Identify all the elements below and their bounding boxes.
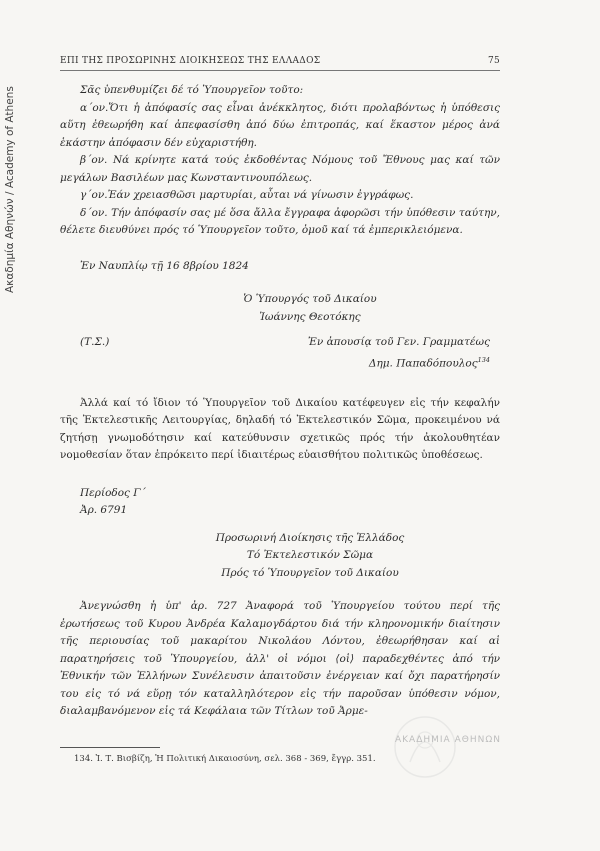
absence-note: Ἐν ἀπουσίᾳ τοῦ Γεν. Γραμματέως (307, 336, 490, 348)
commentary-paragraph: Ἀλλά καί τό ἴδιον τό Ὑπουργεῖον τοῦ Δικαίου κατέφευγεν εἰς τήν κεφαλήν τῆς Ἐκτελεστικῆς Λειτουργίας, δηλαδή τό Ἐκτελεστικόν Σῶμα, προκειμένου νά ζητήσῃ γνωμοδότησιν καί κατεύθυνσιν σχετικῶς πρός τήν ἀκολουθητέαν νομοθεσίαν ὅταν ἐπρόκειτο περί ἰδιαιτέρως εὐαισθήτου πολιτικῶς ὑποθέσεως. (60, 396, 500, 461)
seal-mark: (Τ.Σ.) (80, 336, 110, 348)
doc2-from: Προσωρινή Διοίκησις τῆς Ἑλλάδος (215, 531, 405, 544)
doc2-number: Ἀρ. 6791 (80, 504, 128, 516)
page-body (60, 82, 500, 721)
header-title: ΕΠΙ ΤΗΣ ΠΡΟΣΩΡΙΝΗΣ ΔΙΟΙΚΗΣΕΩΣ ΤΗΣ ΕΛΛΑΔΟΣ (60, 56, 321, 66)
watermark-text: ΑΚΑΔΗΜΙΑ ΑΘΗΝΩΝ (395, 735, 501, 745)
letter-line: γ΄ον.Ἐάν χρειασθῶσι μαρτυρίαι, αὗται νά γίνωσιν ἐγγράφως. (80, 189, 414, 201)
secretary-line (60, 352, 500, 373)
side-label: Ακαδημία Αθηνών / Academy of Athens (4, 86, 16, 294)
letter-date: Ἐν Ναυπλίῳ τῇ 16 8βρίου 1824 (80, 259, 249, 272)
letter-line: δ΄ον. Τήν ἀπόφασίν σας μέ ὅσα ἄλλα ἔγγραφα ἀφορῶσι τήν ὑπόθεσιν ταύτην, θέλετε διευθύνει πρός τό Ὑπουργεῖον τοῦτο, ὁμοῦ καί τά ἐμπερικλειόμενα. (60, 206, 500, 236)
document-2 (60, 485, 500, 721)
signature-name: Ἰωάννης Θεοτόκης (259, 310, 361, 323)
footnote: 134. Ἰ. Τ. Βισβίζη, Ἡ Πολιτική Δικαιοσύνη, σελ. 368 - 369, ἔγγρ. 351. (74, 754, 376, 764)
letter-line: Σᾶς ὑπενθυμίζει δέ τό Ὑπουργεῖον τοῦτο: (80, 84, 304, 96)
header-rule (60, 70, 500, 71)
letter-block (60, 82, 500, 373)
page-number: 75 (487, 56, 500, 66)
doc2-to: Πρός τό Ὑπουργεῖον τοῦ Δικαίου (221, 566, 399, 579)
footnote-rule (60, 747, 160, 748)
doc2-text: Ἀνεγνώσθη ἡ ὑπ' ἀρ. 727 Ἀναφορά τοῦ Ὑπουργείου τούτου περί τῆς ἐρωτήσεως τοῦ Κυρου Ἀνδρέα Καλαμογδάρτου διά τήν κληρονομικήν διαίτησιν τῆς περιουσίας τοῦ μακαρίτου Νικολάου Λόντου, ἐθεωρήθησαν καί αἱ παρατηρήσεις τοῦ Ὑπουργείου, ἀλλ' οἱ νόμοι ⟨οἱ⟩ παραδεχθέντες ἀπό τήν Ἐθνικήν τῶν Ἑλλήνων Συνέλευσιν ἀπαιτοῦσιν ἐνέργειαν καί ὄχι παρατήρησίν του εἰς τό νά εὕρῃ τόν καταλληλότερον εἰς τήν παροῦσαν ὑπόθεσιν νόμον, διαλαμβανόμενον εἰς τά Κεφάλαια τῶν Τίτλων τοῦ Ἀρμε- (60, 600, 500, 717)
doc2-body: Τό Ἐκτελεστικόν Σῶμα (246, 549, 374, 561)
secretary-name: Δημ. Παπαδόπουλος (368, 357, 478, 369)
signature-row (60, 334, 500, 352)
letter-line: α΄ον.Ὅτι ἡ ἀπόφασίς σας εἶναι ἀνέκκλητος, διότι προλαβόντως ἡ ὑπόθεσις αὕτη ἐθεωρήθη καί ἀπεφασίσθη ἀπό δύω ἐπιτροπάς, καί ἕκαστον μέρος ἀνά ἑκάστην ἀπόφασιν δέν εὐχαριστήθη. (60, 101, 500, 149)
running-header (60, 56, 500, 66)
signature-title: Ὁ Ὑπουργός τοῦ Δικαίου (243, 293, 377, 305)
letter-line: β΄ον. Νά κρίνητε κατά τούς ἐκδοθέντας Νόμους τοῦ Ἔθνους μας καί τῶν μεγάλων Βασιλέων μας Κωνσταντινουπόλεως. (60, 154, 500, 184)
doc2-period: Περίοδος Γ΄ (80, 486, 146, 499)
footnote-ref: 134 (477, 355, 490, 364)
academy-watermark-icon (365, 712, 555, 782)
